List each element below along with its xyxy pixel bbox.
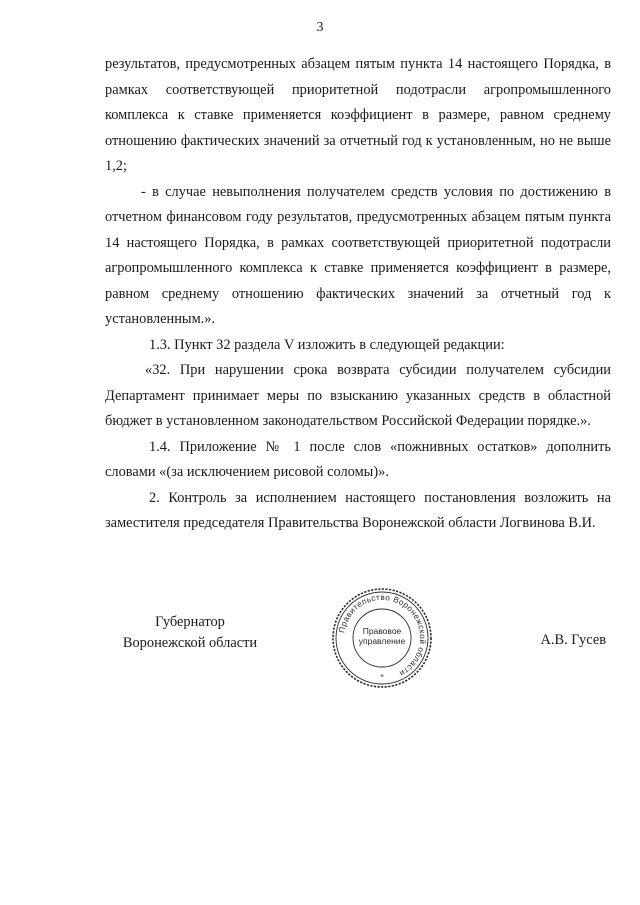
- stamp-center-line2: управление: [358, 636, 406, 646]
- paragraph-condition: - в случае невыполнения получателем средств условия по достижению в отчетном финансовом году результатов, предусмотренных абзацем пятым пункта 14 настоящего Порядка, в рамках соответствующей приоритетной подотрасли агропромышленного комплекса к ставке применяется коэффициент в размере, равном среднему отношению фактических значений за отчетный год к установленным.».: [105, 183, 611, 327]
- signature-region: Воронежской области: [122, 635, 258, 651]
- official-stamp: [330, 586, 434, 690]
- signature-position: Губернатор: [155, 614, 225, 630]
- paragraph-continuation: результатов, предусмотренных абзацем пятым пункта 14 настоящего Порядка, в рамках соответствующей приоритетной подотрасли агропромышленного комплекса к ставке применяется коэффициент в размере, равном среднему отношению фактических значений за отчетный год к установленным, но не выше 1,2;: [105, 56, 611, 174]
- stamp-center-text: [330, 626, 434, 646]
- signatory-name: А.В. Гусев: [540, 632, 606, 648]
- paragraph-item-2: 2. Контроль за исполнением настоящего постановления возложить на заместителя председателя Правительства Воронежской области Логвинова В.И.: [105, 489, 611, 531]
- signature-title: [105, 612, 275, 654]
- paragraph-item-1-3: 1.3. Пункт 32 раздела V изложить в следующей редакции:: [149, 336, 505, 353]
- paragraph-item-1-4: 1.4. Приложение № 1 после слов «пожнивных остатков» дополнить словами «(за исключением рисовой соломы)».: [105, 438, 611, 480]
- document-body: [105, 52, 611, 537]
- stamp-ring-text: Правительство Воронежской области: [337, 592, 428, 679]
- page-number: 3: [316, 20, 324, 35]
- stamp-center-line1: Правовое: [362, 626, 402, 636]
- paragraph-clause-32: «32. При нарушении срока возврата субсидии получателем субсидии Департамент принимает меры по взысканию указанных средств в областной бюджет в установленном законодательством Российской Федерации порядке.».: [105, 362, 611, 429]
- stamp-star: *: [380, 673, 384, 682]
